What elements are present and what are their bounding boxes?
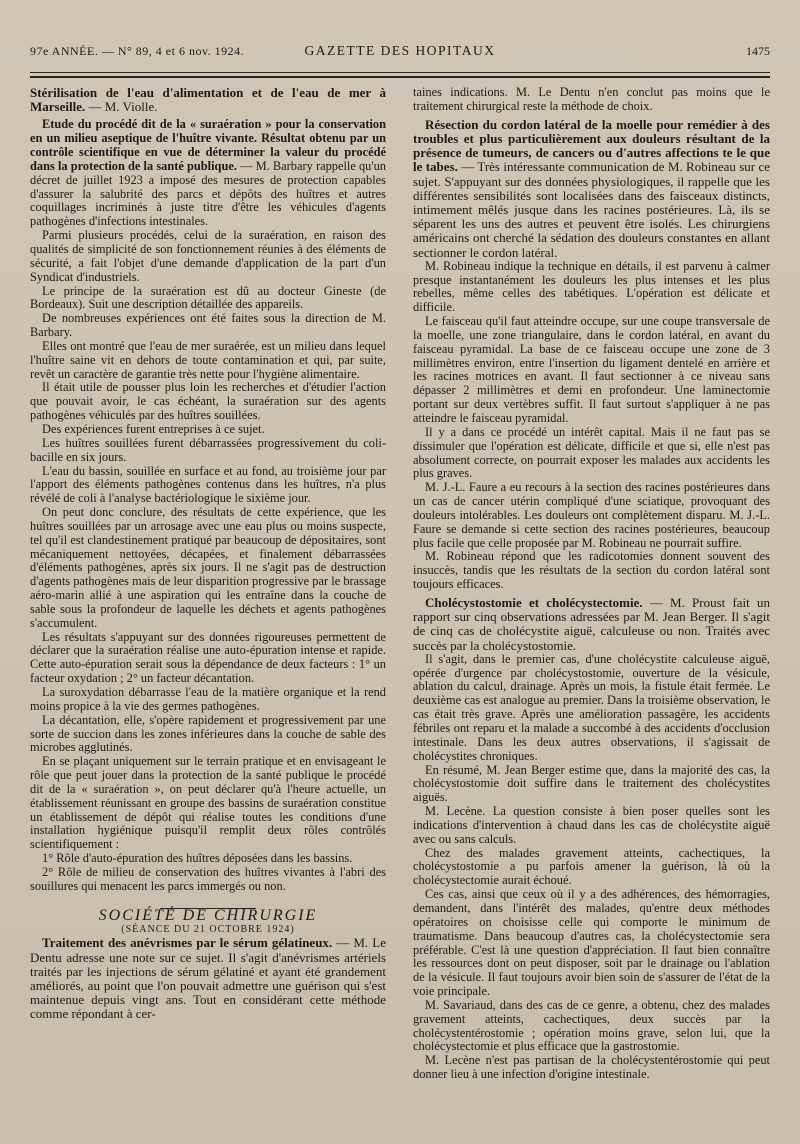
paragraph: Parmi plusieurs procédés, celui de la suraération, en raison des qualités de simplicité de son fonctionnement réunies à des éléments de sécurité, a fait l'objet d'une demande d'application de la part d'un Syndicat d'industriels. [30,228,386,284]
paragraph: Le faisceau qu'il faut atteindre occupe, sur une coupe transversale de la moelle, une zone triangulaire, dans le cordon latéral, en avant du faisceau pyramidal. La base de ce faisceau occupe une zone de 3 millimètres environ, entre l'insertion du ligament dentelé en arrière et les racines motrices en avant. Il faut sectionner à ce niveau sans dépasser 2 millimètres et demi en profondeur. Une laminectomie portant sur deux vertèbres suffit. Il faut surtout s'appliquer à ne pas atteindre le faisceau pyramidal. [413,314,770,425]
right-column [413,86,770,1082]
article-author-violle: — M. Violle. [85,99,158,115]
article-title-sterilisation: Stérilisation de l'eau d'alimentation et de l'eau de mer à Marseille. [30,85,386,115]
paragraph: 2° Rôle de milieu de conservation des huîtres vivantes à l'abri des souillures qui menacent les parcs immergés ou non. [30,864,386,893]
article-title-suraeration: Etude du procédé dit de la « suraération » pour la conservation en un milieu aseptique de l'huître vivante. Résultat obtenu par un contrôle scientifique en vue de déterminer la valeur du procédé dans la protection de la santé publique. [30,117,386,173]
paragraph: M. Robineau répond que les radicotomies donnent souvent des insuccès, tandis que les résultats de la section du cordon latéral sont toujours efficaces. [413,549,770,592]
article-lead-robineau: — Très intéressante communication de M. Robineau sur ce sujet. S'appuyant sur des données physiologiques, il rappelle que les différentes sensibilités sont localisées dans des faisceaux distincts, intimement mêlés jusque dans les racines postérieures. Là, ils se séparent les uns des autres et peuvent être isolés. Les chirurgiens américains ont cherché la sédation des douleurs constantes en allant sectionner le cordon latéral. [413,159,770,260]
article-title-resection: Résection du cordon latéral de la moelle pour remédier à des troubles et plus particulièrement aux douleurs résultant de la présence de tumeurs, de cancers ou d'autres affections te le que le tabes. [413,116,770,175]
paragraph: M. Lecène n'est pas partisan de la cholécystentérostomie qui peut donner lieu à une infection d'origine intestinale. [413,1053,770,1082]
paragraph: L'eau du bassin, souillée en surface et au fond, au troisième jour par l'apport des éléments pathogènes contenus dans les huîtres, n'a plus révélé de coli à l'analyse bactériologique le sixième jour. [30,463,386,506]
paragraph-continuation: taines indications. M. Le Dentu n'en conclut pas moins que le traitement chirurgical reste la méthode de choix. [413,85,770,113]
paragraph: En résumé, M. Jean Berger estime que, dans la majorité des cas, la cholécystostomie doit suffire dans le traitement des cholécystites aiguës. [413,762,770,805]
paragraph: Il y a dans ce procédé un intérêt capital. Mais il ne faut pas se dissimuler que l'opération est délicate, difficile et que si, elle n'est pas absolument correcte, on pourrait exposer les malades aux accidents les plus graves. [413,424,770,481]
article-title-cholecystostomie: Cholécystostomie et cholécystectomie. [425,594,643,610]
paragraph: M. Robineau indique la technique en détails, il est parvenu à calmer presque instantanément les douleurs les plus intenses et les plus rebelles, même celles des tabétiques. L'opération est délicate et difficile. [413,258,770,315]
journal-title: GAZETTE DES HOPITAUX [304,43,496,58]
section-title-societe-chirurgie: SOCIÉTÉ DE CHIRURGIE [98,906,318,924]
paragraph: 1° Rôle d'auto-épuration des huîtres déposées dans les bassins. [42,851,353,866]
header-rule-thin [30,72,770,73]
article-heading [413,118,770,260]
paragraph: On peut donc conclure, des résultats de cette expérience, que les huîtres souillées par un arrosage avec une eau plus ou moins suspecte, tel qu'il est clandestinement pratiqué par beaucoup de dépositaires, sont mécaniquement nettoyées, décapées, et finalement débarrassées d'éléments pathogènes, après six jours. Il ne s'agit pas de destruction d'agents pathogènes mais de leur disparition progressive par le brassage aéro-marin allié à une aspiration qui les entraîne dans la couche de sable sous la profondeur de laquelle les déchets et agents pathogènes s'accumulent. [30,505,386,630]
paragraph: M. Savariaud, dans des cas de ce genre, a obtenu, chez des malades gravement atteints, cachectiques, deux succès par la cholécystentérostomie ; opération moins grave, selon lui, que la cholécystectomie et plus efficace que la gastrostomie. [413,997,770,1054]
paragraph: La suroxydation débarrasse l'eau de la matière organique et la rend moins propice à la vie des germes pathogènes. [30,685,386,713]
issue-info: 97e ANNÉE. — N° 89, 4 et 6 nov. 1924. [30,44,245,58]
article-lead-barbary: — M. Barbary rappelle qu'un décret de juillet 1923 a imposé des mesures de protection capables d'assurer la salubrité des parcs et dépôts des huîtres et autres coquillages incriminés à juste titre d'être les véhicules d'agents pathogènes d'infections intestinales. [30,158,386,229]
article-heading [413,596,770,653]
seance-date: (SÉANCE DU 21 OCTOBRE 1924) [121,923,295,935]
paragraph: Il était utile de pousser plus loin les recherches et d'étudier l'action que pouvait avoir, le cas échéant, la suraération sur des agents pathogènes véhiculés par des huîtres souillées. [30,380,386,423]
article-paragraph [30,118,386,229]
paragraph: Ces cas, ainsi que ceux où il y a des adhérences, des hémorragies, demandent, dans l'intérêt des malades, qu'entre deux méthodes opératoires on choisisse celle qui comporte le minimum de traumatisme. Dans beaucoup d'autres cas, la cholécystectomie sera préférable. C'est là une question d'appréciation. Il faut bien connaître les ressources dont on peut disposer, soit par le drainage ou l'ablation de la vésicule. Il faut toujours avoir bien soin de s'assurer de l'état de la voie principale. [413,887,770,999]
paragraph: Des expériences furent entreprises à ce sujet. [42,421,265,436]
article-title-anevrismes: Traitement des anévrismes par le sérum gélatineux. [42,935,333,951]
paragraph: En se plaçant uniquement sur le terrain pratique et en envisageant le rôle que peut jouer dans la protection de la santé publique le procédé dit de la « suraération », on peut déclarer qu'à l'heure actuelle, un établissement réunissant en groupe des bassins de suraération constitue un établissement de dépôt qui réalise toutes les conditions d'une installation hygiénique puisqu'il remplit deux rôles contrôlés scientifiquement : [30,754,386,852]
article-heading [30,86,386,114]
paragraph: La décantation, elle, s'opère rapidement et progressivement par une sorte de succion dans les zones inférieures dans la couche de sable des microbes agglutinés. [30,712,386,755]
article-lead-proust: — M. Proust fait un rapport sur cinq observations adressées par M. Jean Berger. Il s'agit de cinq cas de cholécystite aiguë, calculeuse ou non. Traités avec succès par la cholécystostomie. [413,594,770,653]
paragraph: M. J.-L. Faure a eu recours à la section des racines postérieures dans un cas de cancer utérin compliqué d'une sciatique, provoquant des douleurs intolérables. Les douleurs ont complètement disparu. M. J.-L. Faure se demande si cette section des racines postérieures, beaucoup plus facile que celle proposée par M. Robineau ne pourrait suffire. [413,480,770,550]
paragraph: De nombreuses expériences ont été faites sous la direction de M. Barbary. [30,311,386,340]
header-rule-thick [30,76,770,78]
paragraph: Les huîtres souillées furent débarrassées progressivement du coli-bacille en six jours. [30,435,386,464]
paragraph: M. Lecène. La question consiste à bien poser quelles sont les indications d'intervention à chaud dans les cas de cholécystite aiguë avec ou sans calculs. [413,804,770,846]
page-number: 1475 [746,44,770,58]
paragraph: Chez des malades gravement atteints, cachectiques, la cholécystostomie a pu parfois amener la guérison, là où la cholécystectomie aurait échoué. [413,845,770,888]
paragraph: Elles ont montré que l'eau de mer suraérée, est un milieu dans lequel l'huître saine vit en dehors de toute contamination et qui, par suite, revêt un caractère de garantie très nette pour l'hygiène alimentaire. [30,338,386,381]
paragraph: Le principe de la suraération est dû au docteur Gineste (de Bordeaux). Suit une description détaillée des appareils. [30,283,386,312]
article-body-le-dentu: — M. Le Dentu adresse une note sur ce sujet. Il s'agit d'anévrismes artériels traités par les injections de sérum gélatiné et ayant été grandement améliorés, au point que l'on pouvait admettre une guérison qui s'est maintenue depuis vingt ans. Tout en considérant cette méthode comme répondant à cer- [30,935,386,1022]
left-column [30,86,386,1022]
paragraph: Il s'agit, dans le premier cas, d'une cholécystite calculeuse aiguë, opérée d'urgence par cholécystostomie, ouverture de la vésicule, ablation du calcul, drainage. Après un mois, la fistule était fermée. Le deuxième cas est analogue au premier. Dans la troisième observation, le cas était très grave. Après une amélioration passagère, les accidents fébriles ont reparu et la malade a succombé à des accidents d'occlusion intestinale. Dans les deux autres observations, il s'agissait de cholécystites chroniques. [413,651,770,763]
page-header [30,44,770,66]
paragraph: Les résultats s'appuyant sur des données rigoureuses permettent de déclarer que la suraération réalise une auto-épuration intense et rapide. Cette auto-épuration serait sous la dépendance de deux facteurs : 1° un facteur oxydation ; 2° un facteur décantation. [30,629,386,686]
article-heading [30,936,386,1021]
